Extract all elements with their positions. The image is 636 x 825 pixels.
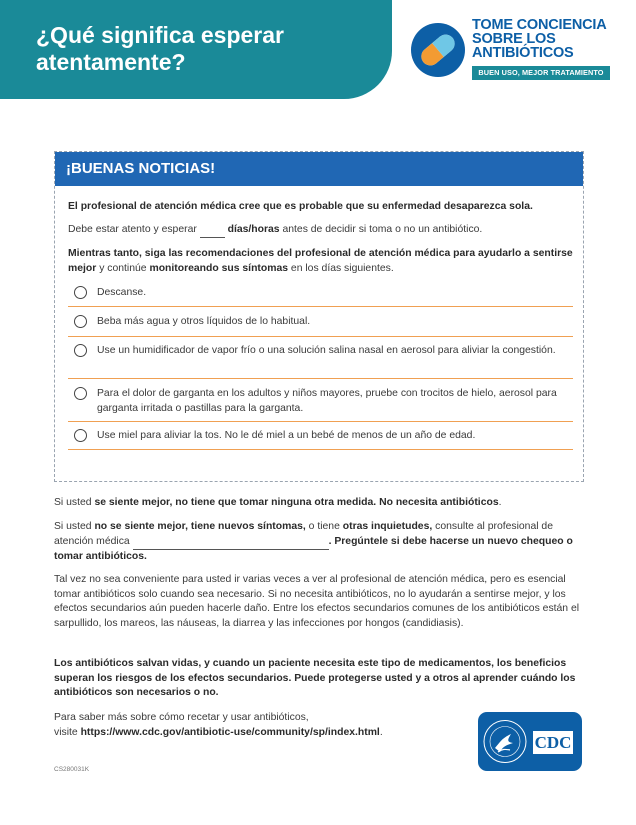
- pill-capsule-icon: [410, 22, 466, 78]
- radio-circle-icon[interactable]: [74, 315, 87, 328]
- wait-blank: [200, 222, 225, 238]
- not-better-paragraph: Si usted no se siente mejor, tiene nuevos síntomas, o tiene otras inquietudes, consulte al profesional de atención médica . Pregúntele si debe hacerse un nuevo chequeo o tomar antibióticos.: [54, 521, 573, 562]
- checklist-item: Para el dolor de garganta en los adultos y niños mayores, pruebe con trocitos de hielo, aerosol para garganta irritada o pastillas para la garganta.: [68, 382, 573, 422]
- intro-text: El profesional de atención médica cree que es probable que su enfermedad desaparezca sola.: [68, 201, 533, 212]
- document-code: CS280031K: [54, 766, 90, 773]
- wait-text: Debe estar atento y esperar días/horas antes de decidir si toma o no un antibiótico.: [68, 222, 573, 238]
- radio-circle-icon[interactable]: [74, 429, 87, 442]
- page-title: ¿Qué significa esperar atentamente?: [36, 22, 284, 75]
- logo-tagline: BUEN USO, MEJOR TRATAMIENTO: [472, 66, 610, 80]
- learn-more-paragraph: Para saber más sobre cómo recetar y usar antibióticos, visite https://www.cdc.gov/antibiotic-use/community/sp/index.html.: [54, 712, 383, 738]
- campaign-logo: [410, 16, 610, 82]
- checklist-item: Use un humidificador de vapor frío o una solución salina nasal en aerosol para aliviar la congestión.: [68, 339, 573, 379]
- checklist-item: Descanse.: [68, 282, 573, 307]
- feel-better-paragraph: Si usted se siente mejor, no tiene que tomar ninguna otra medida. No necesita antibióticos.: [54, 497, 502, 508]
- cdc-url-link[interactable]: https://www.cdc.gov/antibiotic-use/community/sp/index.html: [80, 726, 380, 738]
- side-effects-paragraph: Tal vez no sea conveniente para usted ir varias veces a ver al profesional de atención médica, pero es esencial tomar antibióticos solo cuando sea necesario. Si no necesita antibióticos, no lo ayudarán a sentirse mejor, y los efectos secundarios aún pueden hacerle daño. Entre los efectos secundarios comunes de los antibióticos están el sarpullido, los mareos, las náuseas, la diarrea y las infecciones por hongos (candidiasis).: [54, 574, 580, 629]
- cdc-wordmark: CDC: [534, 733, 572, 752]
- good-news-heading: ¡BUENAS NOTICIAS!: [55, 152, 583, 186]
- radio-circle-icon[interactable]: [74, 344, 87, 357]
- radio-circle-icon[interactable]: [74, 286, 87, 299]
- meanwhile-text: Mientras tanto, siga las recomendaciones del profesional de atención médica para ayudarlo a sentirse mejor y continúe monitoreando sus síntomas en los días siguientes.: [68, 248, 573, 274]
- good-news-box: [54, 151, 584, 482]
- antibiotics-save-lives-paragraph: Los antibióticos salvan vidas, y cuando un paciente necesita este tipo de medicamentos, los beneficios superan los riesgos de los efectos secundarios. Puede protegerse usted y a otros al aprender cuándo los antibióticos son necesarios o no.: [54, 658, 576, 698]
- cdc-logo: [478, 712, 582, 771]
- logo-title: TOME CONCIENCIA SOBRE LOS ANTIBIÓTICOS: [472, 17, 607, 61]
- radio-circle-icon[interactable]: [74, 387, 87, 400]
- provider-blank: [133, 535, 329, 551]
- checklist-item: Beba más agua y otros líquidos de lo habitual.: [68, 310, 573, 337]
- checklist-item: Use miel para aliviar la tos. No le dé miel a un bebé de menos de un año de edad.: [68, 425, 573, 450]
